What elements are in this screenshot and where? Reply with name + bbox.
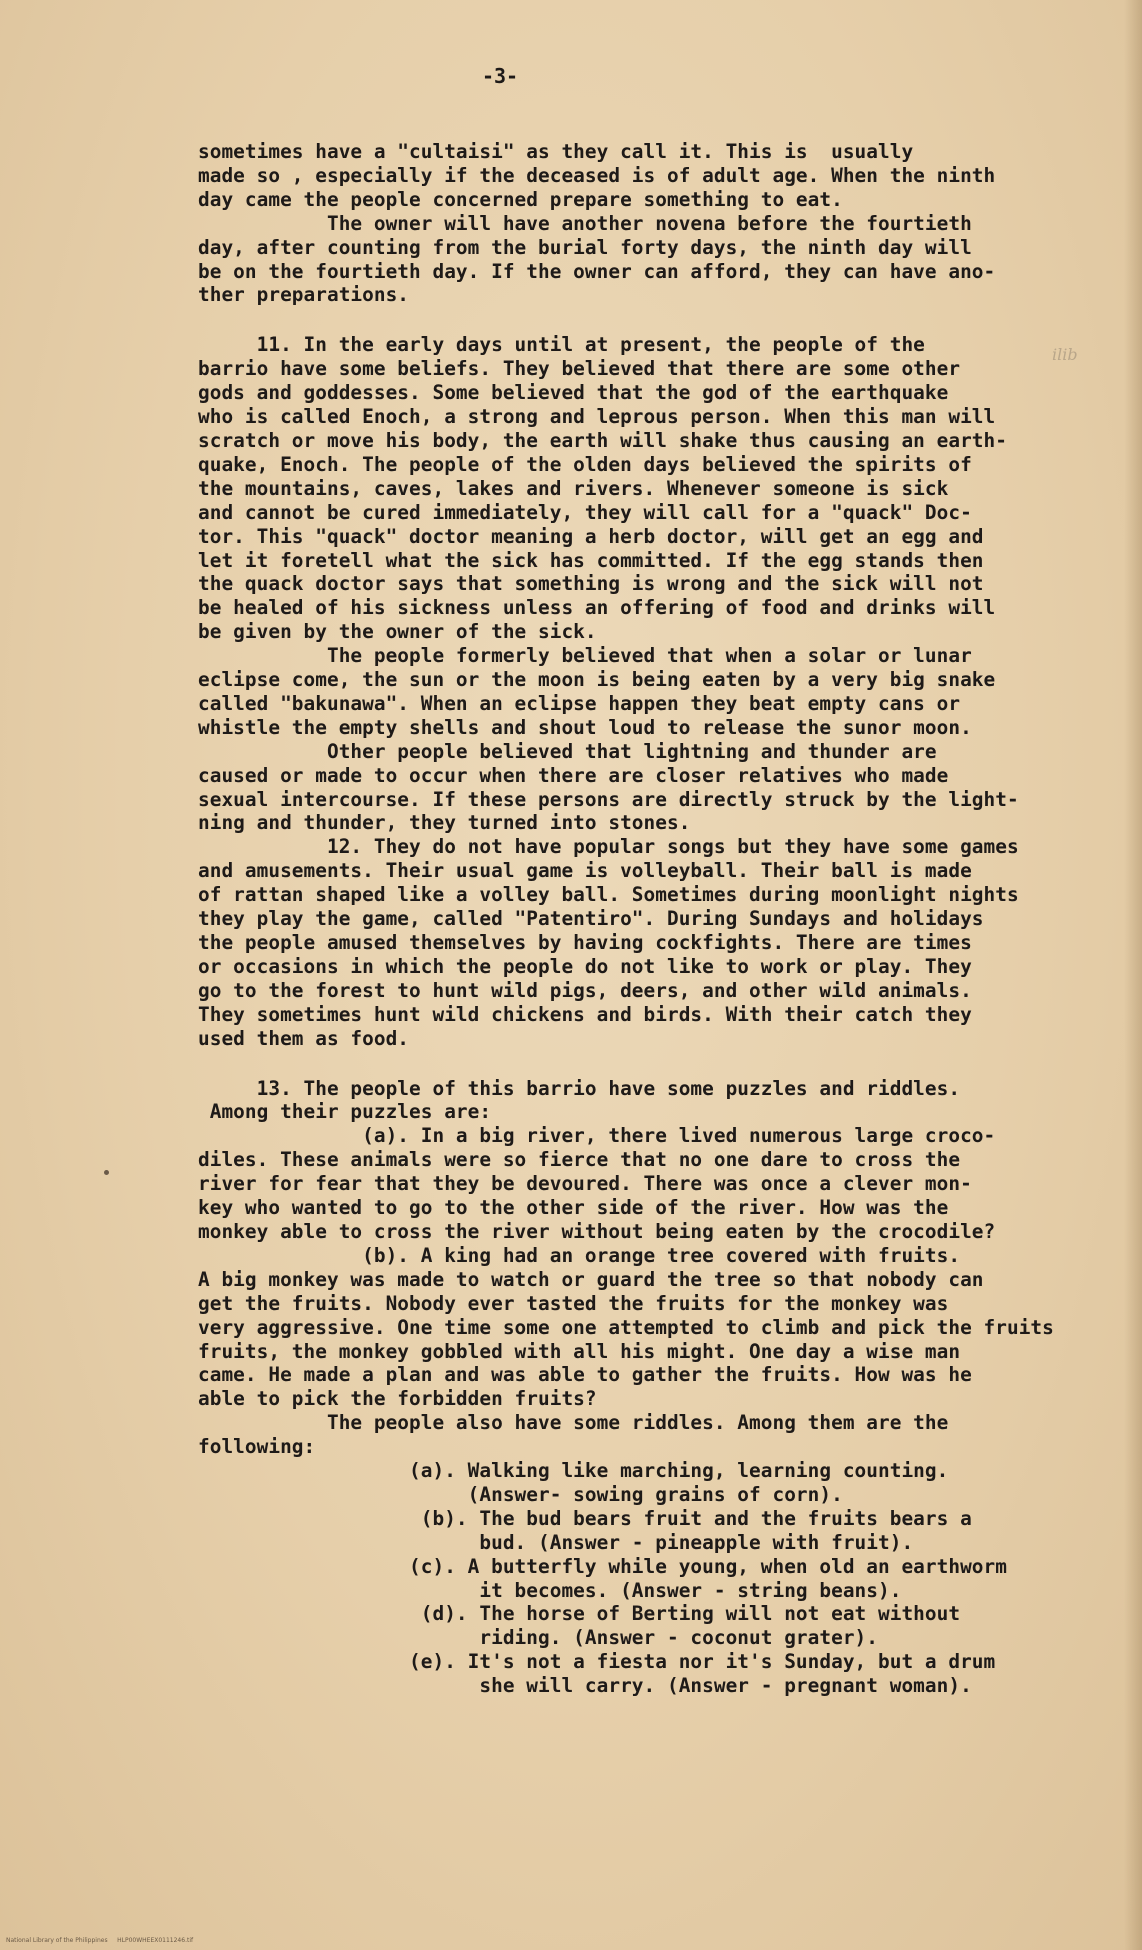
text-line: who is called Enoch, a strong and leprous person. When this man will [198, 405, 996, 429]
text-line: They sometimes hunt wild chickens and birds. With their catch they [198, 1002, 972, 1026]
text-line: be on the fourtieth day. If the owner can afford, they can have ano- [198, 259, 996, 283]
text-line: made so , especially if the deceased is of adult age. When the ninth [198, 163, 996, 187]
text-line: day came the people concerned prepare something to eat. [198, 187, 843, 211]
text-line: be given by the owner of the sick. [198, 620, 597, 644]
text-line: fruits, the monkey gobbled with all his might. One day a wise man [198, 1339, 961, 1363]
text-line: 11. In the early days until at present, the people of the [198, 333, 925, 357]
text-line: 12. They do not have popular songs but they have some games [198, 835, 1019, 859]
ink-dot [104, 1170, 109, 1175]
text-line: the people amused themselves by having cockfights. There are times [198, 931, 972, 954]
margin-annotation: ilib [1052, 345, 1078, 364]
text-line: following: [198, 1435, 316, 1459]
text-line: caused or made to occur when there are closer relatives who made [198, 763, 949, 787]
text-line: (d). The horse of Berting will not eat without [198, 1602, 961, 1626]
text-line: (a). In a big river, there lived numerous large croco- [198, 1124, 996, 1148]
text-line: sexual intercourse. If these persons are directly struck by the light- [198, 787, 1019, 811]
text-line: it becomes. (Answer - string beans). [198, 1578, 902, 1602]
text-line: 13. The people of this barrio have some puzzles and riddles. [198, 1076, 961, 1100]
text-line: scratch or move his body, the earth will shake thus causing an earth- [198, 428, 1007, 452]
text-line: called "bakunawa". When an eclipse happen they beat empty cans or [198, 691, 961, 715]
text-line: and amusements. Their usual game is volleyball. Their ball is made [198, 859, 972, 883]
text-line: whistle the empty shells and shout loud to release the sunor moon. [198, 715, 972, 739]
text-line: (Answer- sowing grains of corn). [198, 1482, 843, 1506]
text-line: quake, Enoch. The people of the olden days believed the spirits of [198, 452, 972, 476]
text-line: day, after counting from the burial forty days, the ninth day will [198, 235, 972, 259]
document-body [198, 140, 1098, 1698]
text-line: (b). A king had an orange tree covered with fruits. [198, 1243, 961, 1267]
text-line: (e). It's not a fiesta nor it's Sunday, but a drum [198, 1650, 996, 1674]
text-line: get the fruits. Nobody ever tasted the fruits for the monkey was [198, 1291, 949, 1315]
text-line: Among their puzzles are: [198, 1100, 492, 1124]
text-line: key who wanted to go to the other side of the river. How was the [198, 1196, 949, 1220]
text-line: monkey able to cross the river without being eaten by the crocodile? [198, 1219, 996, 1243]
text-line: barrio have some beliefs. They believed that there are some other [198, 357, 961, 381]
page-edge-shadow [1124, 0, 1142, 1950]
text-line: diles. These animals were so fierce that no one dare to cross the [198, 1148, 961, 1172]
text-line: of rattan shaped like a volley ball. Sometimes during moonlight nights [198, 883, 1019, 907]
paragraph-gap [198, 1051, 1098, 1077]
text-line: the quack doctor says that something is wrong and the sick will not [198, 572, 984, 596]
text-line: A big monkey was made to watch or guard the tree so that nobody can [198, 1267, 984, 1291]
text-line: used them as food. [198, 1026, 410, 1050]
text-line: very aggressive. One time some one attempted to climb and pick the fruits [198, 1315, 1054, 1339]
text-line: sometimes have a "cultaisi" as they call it. This is usually [198, 140, 914, 163]
text-line: came. He made a plan and was able to gather the fruits. How was he [198, 1363, 972, 1387]
text-line: ther preparations. [198, 283, 410, 307]
text-line: ning and thunder, they turned into stones. [198, 811, 691, 835]
text-line: bud. (Answer - pineapple with fruit). [198, 1530, 914, 1554]
text-line: able to pick the forbidden fruits? [198, 1387, 597, 1411]
text-line: gods and goddesses. Some believed that the god of the earthquake [198, 381, 949, 405]
text-line: riding. (Answer - coconut grater). [198, 1626, 878, 1650]
paragraph-gap [198, 307, 1098, 333]
scan-footer: National Library of the Philippines HLP00WHEEX0111246.tif [6, 1937, 194, 1944]
text-line: eclipse come, the sun or the moon is being eaten by a very big snake [198, 668, 996, 692]
text-line: or occasions in which the people do not like to work or play. They [198, 954, 972, 978]
text-line: tor. This "quack" doctor meaning a herb doctor, will get an egg and [198, 524, 984, 548]
text-line: be healed of his sickness unless an offering of food and drinks will [198, 596, 996, 620]
text-line: they play the game, called "Patentiro". During Sundays and holidays [198, 907, 984, 931]
text-line: (c). A butterfly while young, when old an earthworm [198, 1554, 1007, 1578]
text-line: and cannot be cured immediately, they will call for a "quack" Doc- [198, 500, 972, 524]
text-line: The people formerly believed that when a solar or lunar [198, 644, 972, 668]
text-line: (a). Walking like marching, learning counting. [198, 1459, 949, 1483]
text-line: the mountains, caves, lakes and rivers. Whenever someone is sick [198, 476, 949, 500]
text-line: go to the forest to hunt wild pigs, deers, and other wild animals. [198, 978, 972, 1002]
page-number: -3- [481, 64, 519, 88]
text-line: (b). The bud bears fruit and the fruits bears a [198, 1506, 972, 1530]
text-line: The owner will have another novena before the fourtieth [198, 211, 972, 235]
text-line: let it foretell what the sick has committed. If the egg stands then [198, 548, 984, 572]
text-line: The people also have some riddles. Among them are the [198, 1411, 949, 1435]
text-line: river for fear that they be devoured. There was once a clever mon- [198, 1172, 972, 1196]
text-line: Other people believed that lightning and thunder are [198, 739, 937, 763]
text-line: she will carry. (Answer - pregnant woman). [198, 1674, 972, 1698]
